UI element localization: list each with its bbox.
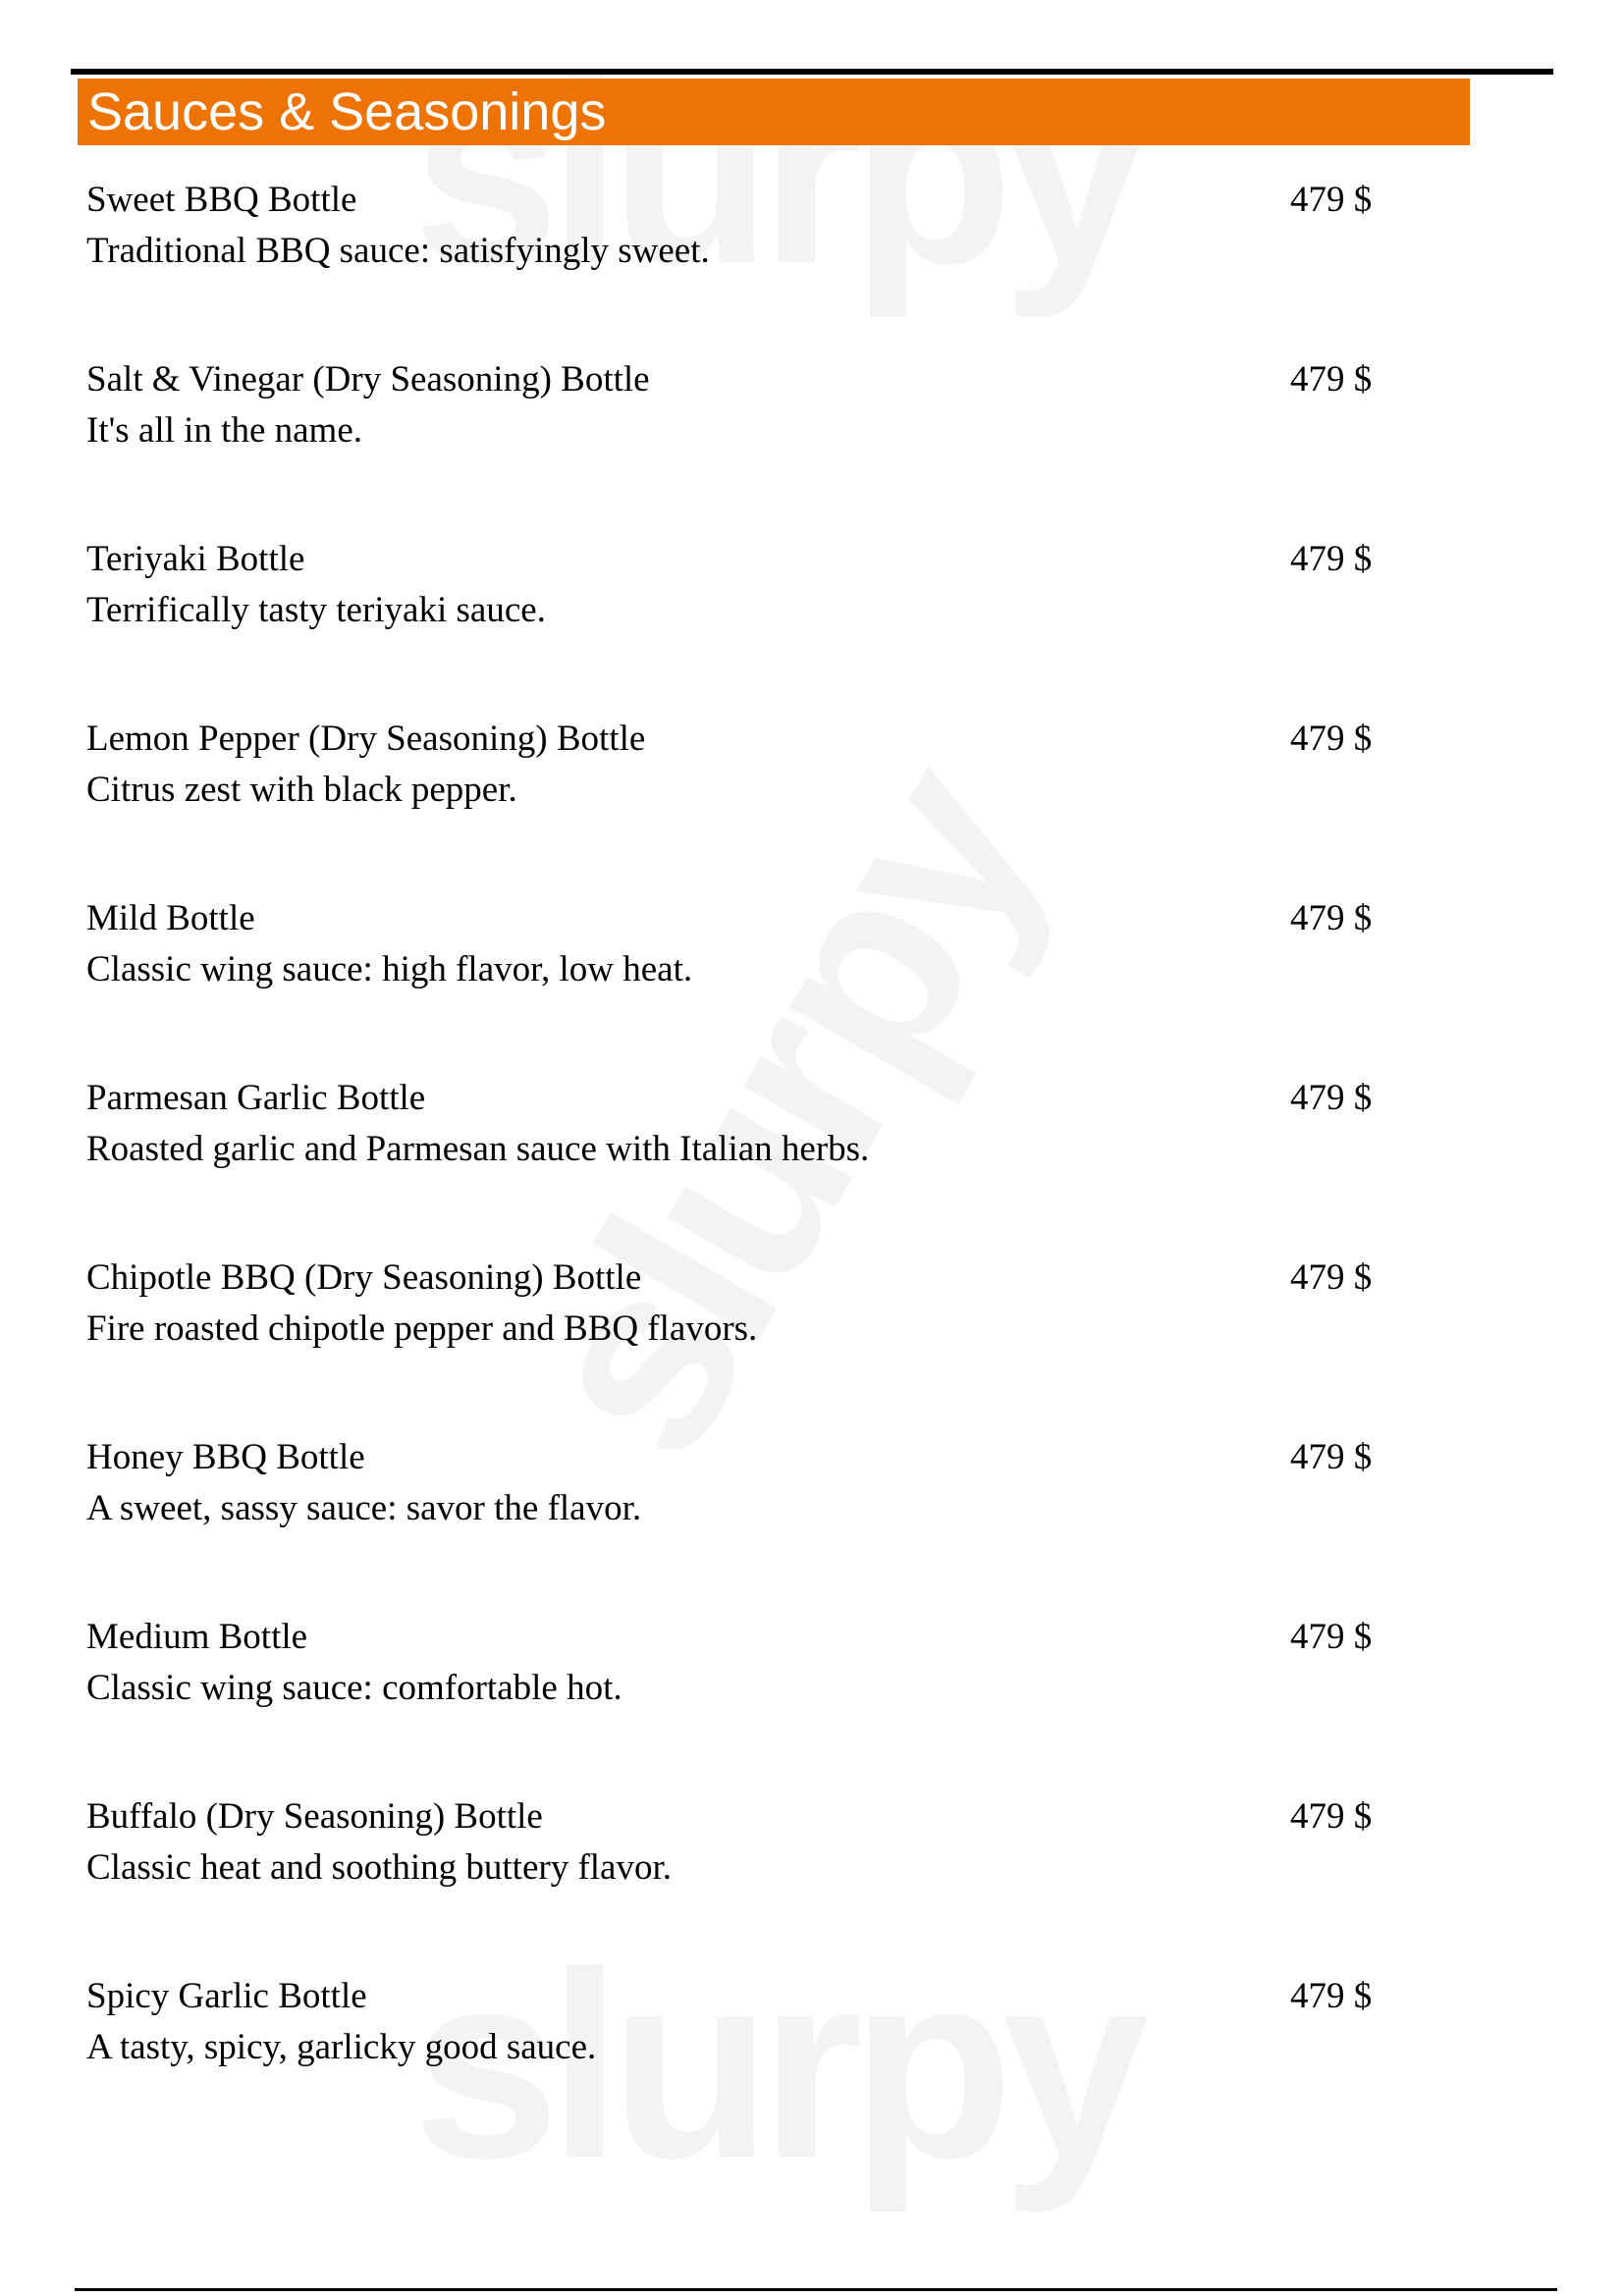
item-price: 479 $ (1290, 898, 1373, 938)
menu-item (86, 1791, 1402, 1971)
item-description: Classic heat and soothing buttery flavor. (86, 1847, 672, 1888)
item-description: Fire roasted chipotle pepper and BBQ flavors. (86, 1308, 758, 1349)
item-name: Honey BBQ Bottle (86, 1437, 365, 1477)
menu-item (86, 893, 1402, 1073)
item-name: Buffalo (Dry Seasoning) Bottle (86, 1796, 543, 1837)
top-divider (71, 69, 1553, 75)
item-description: Terrifically tasty teriyaki sauce. (86, 590, 546, 630)
item-description: Classic wing sauce: comfortable hot. (86, 1668, 623, 1708)
menu-item (86, 714, 1402, 893)
item-name: Lemon Pepper (Dry Seasoning) Bottle (86, 719, 646, 759)
menu-item (86, 1432, 1402, 1612)
item-price: 479 $ (1290, 1617, 1373, 1657)
menu-item (86, 1073, 1402, 1253)
item-price: 479 $ (1290, 359, 1373, 400)
item-price: 479 $ (1290, 1796, 1373, 1837)
menu-item (86, 354, 1402, 534)
item-description: Traditional BBQ sauce: satisfyingly sweet. (86, 231, 710, 271)
item-name: Mild Bottle (86, 898, 255, 938)
item-price: 479 $ (1290, 1437, 1373, 1477)
item-description: Classic wing sauce: high flavor, low heat. (86, 949, 693, 989)
menu-item (86, 1612, 1402, 1791)
item-name: Sweet BBQ Bottle (86, 180, 357, 220)
item-price: 479 $ (1290, 539, 1373, 579)
menu-item (86, 175, 1402, 354)
menu-item (86, 534, 1402, 714)
item-name: Parmesan Garlic Bottle (86, 1078, 426, 1118)
item-description: Citrus zest with black pepper. (86, 770, 517, 810)
item-price: 479 $ (1290, 180, 1373, 220)
item-name: Chipotle BBQ (Dry Seasoning) Bottle (86, 1257, 642, 1298)
item-description: Roasted garlic and Parmesan sauce with Italian herbs. (86, 1129, 870, 1169)
item-name: Salt & Vinegar (Dry Seasoning) Bottle (86, 359, 650, 400)
item-description: It's all in the name. (86, 410, 363, 451)
item-name: Spicy Garlic Bottle (86, 1976, 367, 2016)
item-price: 479 $ (1290, 1078, 1373, 1118)
bottom-divider (75, 2288, 1557, 2291)
menu-item (86, 1971, 1402, 2151)
item-description: A tasty, spicy, garlicky good sauce. (86, 2027, 597, 2067)
item-price: 479 $ (1290, 1976, 1373, 2016)
section-title: Sauces & Seasonings (78, 79, 1470, 145)
item-price: 479 $ (1290, 1257, 1373, 1298)
menu-item (86, 1253, 1402, 1432)
item-name: Medium Bottle (86, 1617, 308, 1657)
item-price: 479 $ (1290, 719, 1373, 759)
menu-item-list (86, 175, 1402, 2151)
item-description: A sweet, sassy sauce: savor the flavor. (86, 1488, 642, 1528)
item-name: Teriyaki Bottle (86, 539, 305, 579)
